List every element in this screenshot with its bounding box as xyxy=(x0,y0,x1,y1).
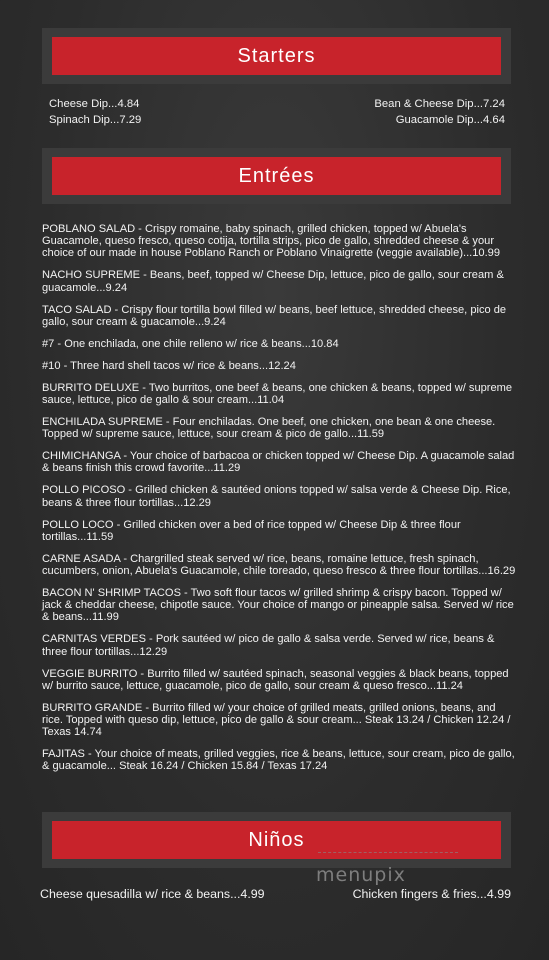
starters-list xyxy=(49,96,505,128)
entree-item: ENCHILADA SUPREME - Four enchiladas. One beef, one chicken, one bean & one cheese. Topped w/ supreme sauce, lettuce, sour cream & pico de gallo...11.59 xyxy=(42,416,496,441)
ninos-list xyxy=(40,887,511,901)
starters-row xyxy=(49,112,505,128)
ninos-heading: Niños xyxy=(52,821,501,859)
entree-item: TACO SALAD - Crispy flour tortilla bowl filled w/ beans, beef lettuce, shredded cheese, pico de gallo, sour cream & guacamole...9.24 xyxy=(42,303,507,328)
entree-item: BURRITO GRANDE - Burrito filled w/ your choice of grilled meats, grilled onions, beans, and rice. Topped with queso dip, lettuce, pico de gallo & sour cream... Steak 13.24 / Chicken 12.24 / Texas 14.74 xyxy=(42,701,511,739)
entree-item: #10 - Three hard shell tacos w/ rice & beans...12.24 xyxy=(42,359,296,372)
entrees-banner-frame xyxy=(42,148,511,204)
entree-item: FAJITAS - Your choice of meats, grilled veggies, rice & beans, lettuce, sour cream, pico de gallo, & guacamole... Steak 16.24 / Chicken 15.84 / Texas 17.24 xyxy=(42,748,515,773)
entree-item: POLLO PICOSO - Grilled chicken & sautéed onions topped w/ salsa verde & Cheese Dip. Rice, beans & three flour tortillas...12.29 xyxy=(42,484,511,509)
starters-banner-frame xyxy=(42,28,511,84)
starter-item: Bean & Cheese Dip...7.24 xyxy=(374,98,505,110)
starter-item: Spinach Dip...7.29 xyxy=(49,114,142,126)
entree-item: NACHO SUPREME - Beans, beef, topped w/ Cheese Dip, lettuce, pico de gallo, sour cream & guacamole...9.24 xyxy=(42,269,504,294)
ninos-banner-frame xyxy=(42,812,511,868)
entree-item: POBLANO SALAD - Crispy romaine, baby spinach, grilled chicken, topped w/ Abuela's Guacamole, queso fresco, queso cotija, tortilla strips, pico de gallo, shredded cheese & your choice of our made in house Poblano Ranch or Poblano Vinaigrette (veggie available)...10.99 xyxy=(42,223,501,260)
entree-item: #7 - One enchilada, one chile relleno w/ rice & beans...10.84 xyxy=(42,337,339,350)
entree-item: CHIMICHANGA - Your choice of barbacoa or chicken topped w/ Cheese Dip. A guacamole salad & beans finish this crowd favorite...11.29 xyxy=(42,450,515,475)
entree-item: POLLO LOCO - Grilled chicken over a bed of rice topped w/ Cheese Dip & three flour tortillas...11.59 xyxy=(42,518,461,543)
entrees-heading: Entrées xyxy=(52,157,501,195)
entree-item: BACON N' SHRIMP TACOS - Two soft flour tacos w/ grilled shrimp & crispy bacon. Topped w/ jack & cheddar cheese, chipotle sauce. Your choice of mango or pineapple salsa. Served w/ rice & beans...11.99 xyxy=(42,587,514,624)
entree-item: VEGGIE BURRITO - Burrito filled w/ sautéed spinach, seasonal veggies & black beans, topped w/ burrito sauce, lettuce, guacamole, pico de gallo, sour cream & queso fresco...11.24 xyxy=(42,667,509,692)
starter-item: Guacamole Dip...4.64 xyxy=(395,114,505,126)
entree-item: BURRITO DELUXE - Two burritos, one beef & beans, one chicken & beans, topped w/ supreme sauce, lettuce, pico de gallo & sour cream...11.04 xyxy=(42,381,513,407)
watermark-divider xyxy=(318,852,458,853)
entree-item: CARNE ASADA - Chargrilled steak served w/ rice, beans, romaine lettuce, fresh spinach, cucumbers, onion, Abuela's Guacamole, chile toreado, queso fresco & three flour tortillas...16.29 xyxy=(42,552,516,578)
menupix-watermark: menupix xyxy=(316,864,406,886)
starters-heading: Starters xyxy=(52,37,501,75)
starter-item: Cheese Dip...4.84 xyxy=(49,98,140,110)
ninos-item: Cheese quesadilla w/ rice & beans...4.99 xyxy=(40,887,265,901)
entree-item: CARNITAS VERDES - Pork sautéed w/ pico de gallo & salsa verde. Served w/ rice, beans & three flour tortillas...12.29 xyxy=(42,633,495,658)
entrees-list xyxy=(42,223,516,782)
ninos-item: Chicken fingers & fries...4.99 xyxy=(352,887,511,901)
starters-row xyxy=(49,96,505,112)
